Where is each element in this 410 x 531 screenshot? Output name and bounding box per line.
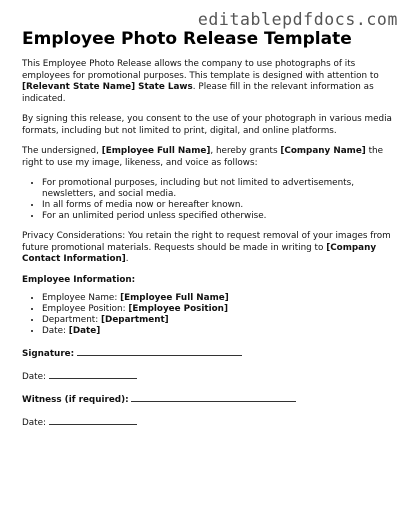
company-name-placeholder: [Company Name] (280, 146, 366, 156)
field-label: Employee Name: (42, 292, 121, 303)
signature-label: Signature: (22, 348, 75, 359)
list-item (42, 326, 392, 337)
field-label: Employee Position: (42, 303, 129, 314)
list-item: • For an unlimited period unless specified otherwise. (42, 211, 392, 222)
privacy-text: Privacy Considerations: You retain the right to request removal of your images from future promotional materials. Requests should be made in writing to (22, 231, 391, 253)
state-placeholder: [Relevant State Name] State Laws (22, 82, 193, 92)
consent-paragraph: By signing this release, you consent to the use of your photograph in various media formats, including but not limited to print, digital, and online platforms. (22, 114, 392, 136)
intro-text-end: . Please fill in the relevant information as indicated. (22, 82, 374, 104)
date-line[interactable] (49, 370, 137, 379)
document-body (22, 29, 392, 439)
date-line[interactable] (49, 416, 137, 425)
field-label: Department: (42, 314, 101, 325)
company-contact-placeholder: [Company Contact Information] (22, 242, 377, 264)
field-value: [Date] (68, 325, 101, 336)
field-label: Date: (42, 325, 69, 336)
field-value: [Employee Position] (128, 303, 228, 314)
privacy-text-end: . (125, 254, 129, 264)
list-item: • In all forms of media now or hereafter known. (42, 200, 392, 211)
date-label: Date: (22, 417, 46, 428)
date-row-1 (22, 370, 392, 383)
employee-info-heading: Employee Information: (22, 274, 136, 285)
privacy-paragraph (22, 231, 392, 266)
grant-paragraph (22, 146, 392, 169)
field-value: [Department] (101, 314, 169, 325)
list-item (42, 315, 392, 326)
watermark: editablepdfdocs.com (197, 10, 398, 29)
witness-label: Witness (if required): (22, 394, 129, 405)
intro-text: This Employee Photo Release allows the company to use photographs of its employees for promotional purposes. This template is designed with attention to (22, 59, 379, 81)
grant-text-3: the right to use my image, likeness, and voice as follows: (22, 146, 384, 168)
list-item (42, 293, 392, 304)
page-title: Employee Photo Release Template (22, 29, 352, 49)
signature-row (22, 347, 392, 360)
uses-list (22, 178, 392, 222)
grant-text-1: The undersigned, (22, 146, 102, 156)
employee-info-list (22, 293, 392, 337)
witness-row (22, 393, 392, 406)
list-item (42, 304, 392, 315)
date-label: Date: (22, 371, 46, 382)
list-item: • For promotional purposes, including but not limited to advertisements, newsletters, and social media. (42, 178, 392, 200)
signature-line[interactable] (77, 347, 242, 356)
field-value: [Employee Full Name] (120, 292, 229, 303)
witness-line[interactable] (131, 393, 296, 402)
intro-paragraph (22, 59, 392, 105)
employee-name-placeholder: [Employee Full Name] (101, 146, 211, 156)
date-row-2 (22, 416, 392, 429)
grant-text-2: , hereby grants (210, 146, 281, 156)
